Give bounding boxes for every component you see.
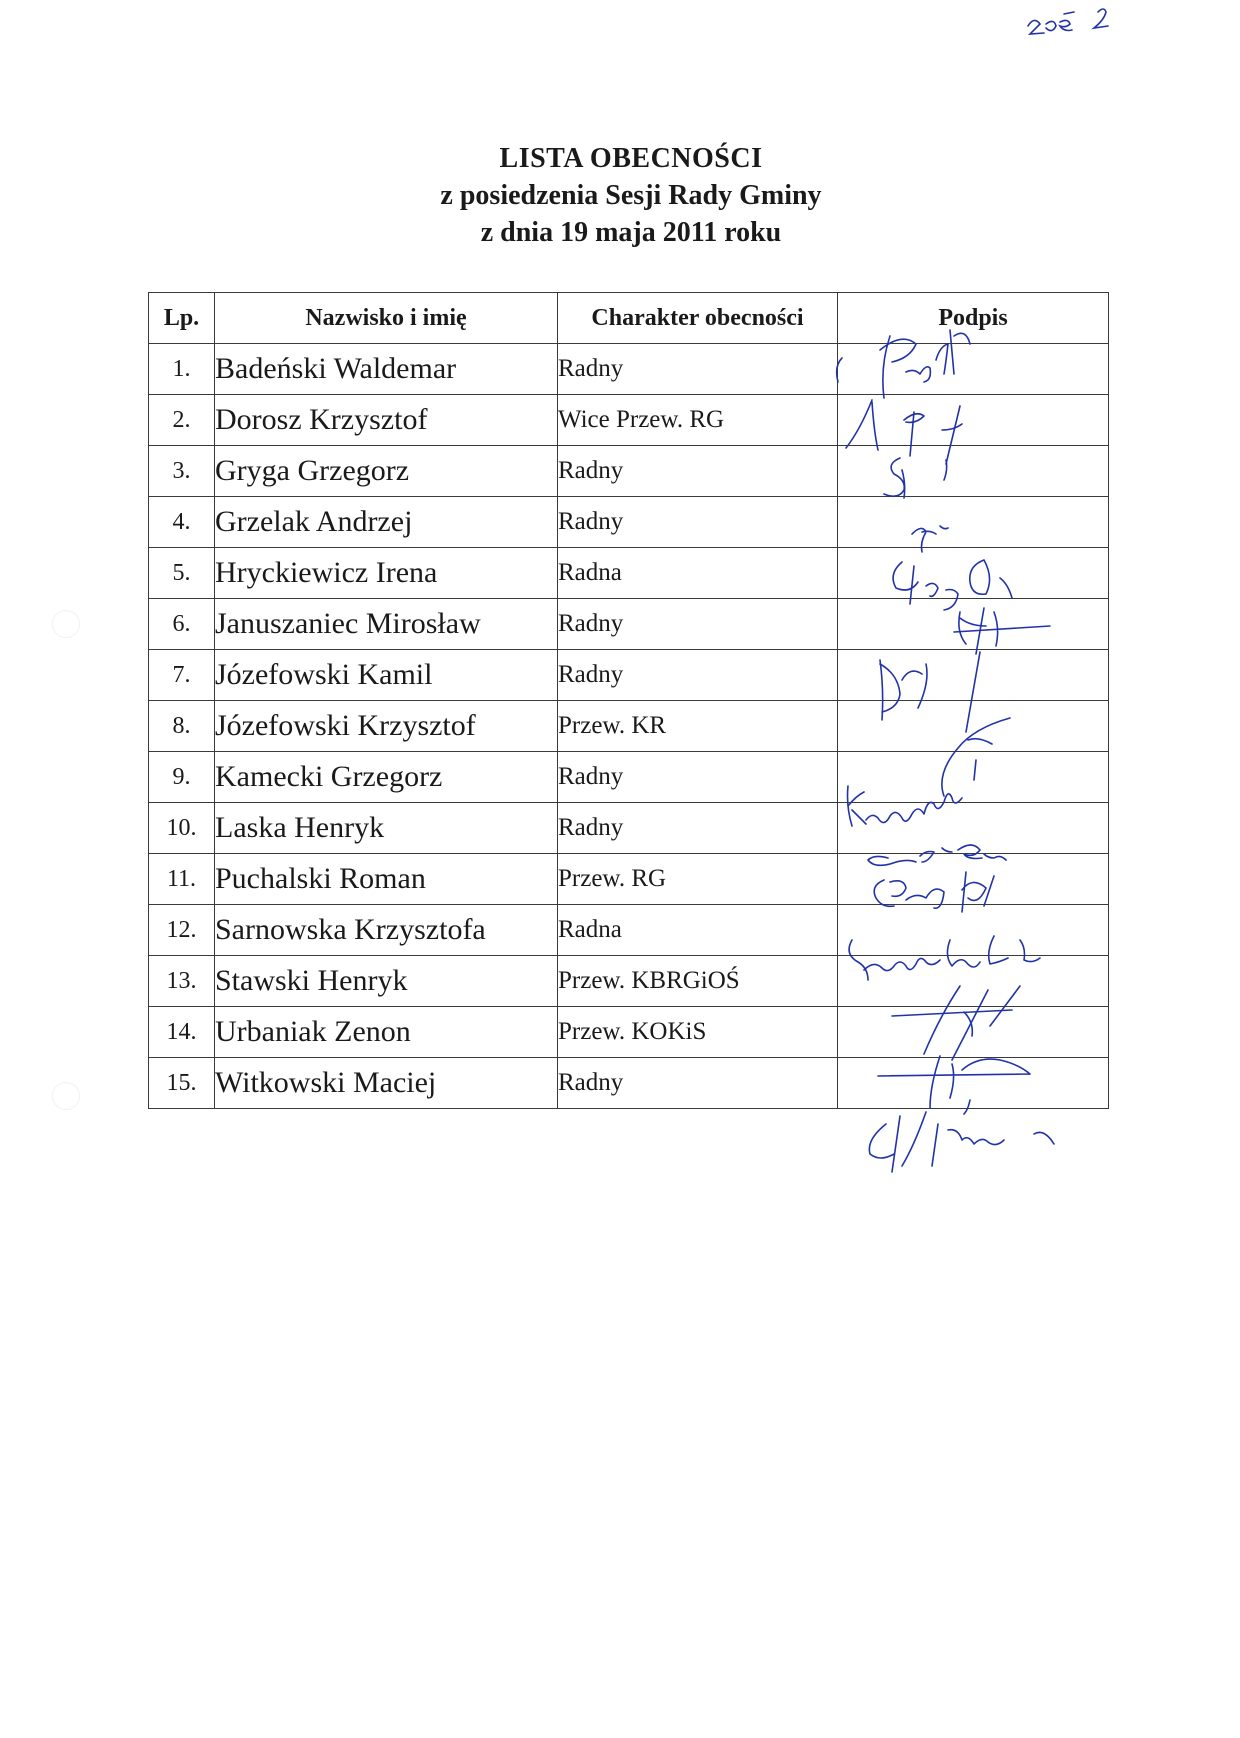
row-number: 14. bbox=[149, 1007, 215, 1058]
row-number: 4. bbox=[149, 497, 215, 548]
column-header-role: Charakter obecności bbox=[558, 293, 838, 344]
signature-cell bbox=[838, 650, 1109, 701]
member-name: Gryga Grzegorz bbox=[215, 446, 558, 497]
table-row bbox=[149, 854, 1109, 905]
table-row bbox=[149, 650, 1109, 701]
table-row bbox=[149, 548, 1109, 599]
signature-cell bbox=[838, 344, 1109, 395]
member-name: Stawski Henryk bbox=[215, 956, 558, 1007]
attendance-role: Radny bbox=[558, 497, 838, 548]
row-number: 10. bbox=[149, 803, 215, 854]
member-name: Józefowski Kamil bbox=[215, 650, 558, 701]
attendance-table bbox=[148, 292, 1109, 1109]
member-name: Kamecki Grzegorz bbox=[215, 752, 558, 803]
attendance-role: Radny bbox=[558, 599, 838, 650]
table-row bbox=[149, 497, 1109, 548]
row-number: 2. bbox=[149, 395, 215, 446]
table-row bbox=[149, 905, 1109, 956]
attendance-role: Radny bbox=[558, 752, 838, 803]
punch-hole-mark bbox=[52, 1082, 80, 1110]
member-name: Puchalski Roman bbox=[215, 854, 558, 905]
document-subtitle: z posiedzenia Sesji Rady Gminy bbox=[440, 180, 822, 211]
signature-cell bbox=[838, 905, 1109, 956]
document-header bbox=[0, 140, 1240, 251]
member-name: Sarnowska Krzysztofa bbox=[215, 905, 558, 956]
table-row bbox=[149, 1058, 1109, 1109]
member-name: Hryckiewicz Irena bbox=[215, 548, 558, 599]
handwritten-page-mark bbox=[1020, 4, 1120, 40]
attendance-role: Radny bbox=[558, 650, 838, 701]
signature-cell bbox=[838, 446, 1109, 497]
row-number: 8. bbox=[149, 701, 215, 752]
member-name: Januszaniec Mirosław bbox=[215, 599, 558, 650]
table-row bbox=[149, 701, 1109, 752]
document-title: LISTA OBECNOŚCI bbox=[499, 143, 763, 174]
attendance-role: Radny bbox=[558, 344, 838, 395]
row-number: 6. bbox=[149, 599, 215, 650]
signature-cell bbox=[838, 956, 1109, 1007]
table-row bbox=[149, 599, 1109, 650]
table-row bbox=[149, 803, 1109, 854]
signature-cell bbox=[838, 497, 1109, 548]
table-row bbox=[149, 446, 1109, 497]
member-name: Grzelak Andrzej bbox=[215, 497, 558, 548]
table-row bbox=[149, 752, 1109, 803]
member-name: Witkowski Maciej bbox=[215, 1058, 558, 1109]
table-row bbox=[149, 956, 1109, 1007]
document-date: z dnia 19 maja 2011 roku bbox=[480, 217, 782, 248]
signature-cell bbox=[838, 803, 1109, 854]
row-number: 11. bbox=[149, 854, 215, 905]
signature-cell bbox=[838, 395, 1109, 446]
member-name: Urbaniak Zenon bbox=[215, 1007, 558, 1058]
signature-cell bbox=[838, 1058, 1109, 1109]
attendance-role: Radny bbox=[558, 446, 838, 497]
signature-cell bbox=[838, 701, 1109, 752]
table-row bbox=[149, 395, 1109, 446]
attendance-role: Radny bbox=[558, 803, 838, 854]
row-number: 13. bbox=[149, 956, 215, 1007]
column-header-signature: Podpis bbox=[838, 293, 1109, 344]
attendance-role: Wice Przew. RG bbox=[558, 395, 838, 446]
table-row bbox=[149, 1007, 1109, 1058]
column-header-name: Nazwisko i imię bbox=[215, 293, 558, 344]
signature-cell bbox=[838, 599, 1109, 650]
signature-cell bbox=[838, 752, 1109, 803]
column-header-lp: Lp. bbox=[149, 293, 215, 344]
signature-cell bbox=[838, 854, 1109, 905]
signature-cell bbox=[838, 1007, 1109, 1058]
row-number: 3. bbox=[149, 446, 215, 497]
row-number: 15. bbox=[149, 1058, 215, 1109]
member-name: Józefowski Krzysztof bbox=[215, 701, 558, 752]
row-number: 5. bbox=[149, 548, 215, 599]
member-name: Badeński Waldemar bbox=[215, 344, 558, 395]
table-header-row bbox=[149, 293, 1109, 344]
member-name: Laska Henryk bbox=[215, 803, 558, 854]
attendance-role: Radna bbox=[558, 905, 838, 956]
attendance-role: Przew. KOKiS bbox=[558, 1007, 838, 1058]
row-number: 9. bbox=[149, 752, 215, 803]
signature-cell bbox=[838, 548, 1109, 599]
row-number: 7. bbox=[149, 650, 215, 701]
member-name: Dorosz Krzysztof bbox=[215, 395, 558, 446]
row-number: 12. bbox=[149, 905, 215, 956]
table-row bbox=[149, 344, 1109, 395]
attendance-role: Przew. KBRGiOŚ bbox=[558, 956, 838, 1007]
signature-15 bbox=[869, 1112, 1054, 1172]
attendance-role: Radna bbox=[558, 548, 838, 599]
attendance-role: Przew. KR bbox=[558, 701, 838, 752]
row-number: 1. bbox=[149, 344, 215, 395]
attendance-role: Przew. RG bbox=[558, 854, 838, 905]
punch-hole-mark bbox=[52, 610, 80, 638]
attendance-role: Radny bbox=[558, 1058, 838, 1109]
